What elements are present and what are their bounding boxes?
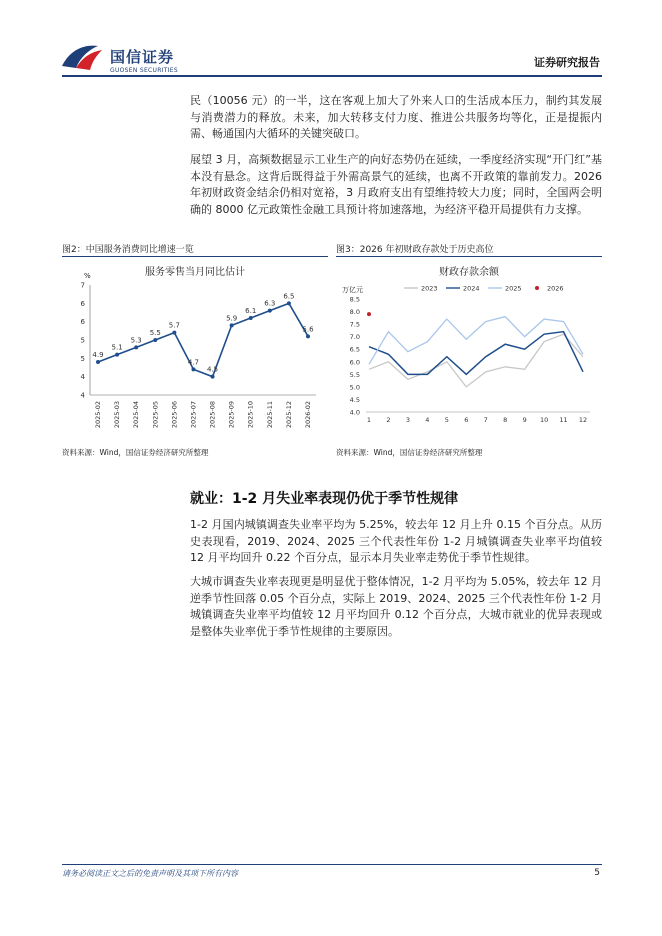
section-paragraph-2: 大城市调查失业率表现更是明显优于整体情况，1-2 月平均为 5.05%，较去年 12 月逆季节性回落 0.05 个百分点，实际上 2019、2024、2025 三个代表性年份 1-2 月城镇调查失业率平均值较 12 月平均回升 0.12 个百分点，大城市就业的优异表现或是整体失业率优于季节性规律的主要原因。 <box>190 575 602 638</box>
x-tick-label: 2025-11 <box>265 401 274 429</box>
data-point <box>211 375 215 379</box>
figure-2-source: 资料来源：Wind，国信证券经济研究所整理 <box>62 448 209 457</box>
data-point <box>287 301 291 305</box>
data-point <box>134 345 138 349</box>
section-paragraph-1: 1-2 月国内城镇调查失业率平均为 5.25%，较去年 12 月上升 0.15 个百分点。从历史表现看，2019、2024、2025 三个代表性年份 1-2 月城镇调查失业率平均值较 12 月平均回升 0.22 个百分点，显示本月失业率走势优于季节性规律。 <box>190 518 602 564</box>
legend-label: 2023 <box>421 284 438 293</box>
brand-name-en: GUOSEN SECURITIES <box>110 67 179 74</box>
x-tick-label: 2025-08 <box>208 401 217 429</box>
figure-3-source: 资料来源：Wind，国信证券经济研究所整理 <box>336 448 483 457</box>
x-tick-label: 12 <box>578 416 588 424</box>
legend-label: 2024 <box>463 284 480 293</box>
x-tick-label: 3 <box>405 416 410 424</box>
data-point <box>172 331 176 335</box>
y-tick-label: 8.5 <box>349 295 360 304</box>
x-tick-label: 2025-12 <box>284 401 293 429</box>
x-tick-label: 6 <box>464 416 469 424</box>
data-point <box>96 360 100 364</box>
data-label: 6.1 <box>245 307 257 315</box>
body-paragraph-1: 民（10056 元）的一半，这在客观上加大了外来人口的生活成本压力，制约其发展与消费潜力的释放。未来，加大转移支付力度、推进公共服务均等化，正是提振内需、畅通国内大循环的关键突破口。 <box>190 94 602 140</box>
data-point <box>230 323 234 327</box>
y-tick-label: 5 <box>80 336 85 345</box>
y-tick-label: 5 <box>80 354 85 363</box>
x-tick-label: 8 <box>503 416 508 424</box>
figure-3-caption: 图3：2026 年初财政存款处于历史高位 <box>336 245 494 255</box>
legend-label: 2025 <box>505 284 522 293</box>
data-label: 5.1 <box>111 343 123 352</box>
body-paragraph-2: 展望 3 月，高频数据显示工业生产的向好态势仍在延续，一季度经济实现“开门红”基本没有悬念。这背后既得益于外需高景气的延续，也离不开政策的靠前发力。2026 年初财政资金结余仍相对宽裕，3 月政府支出有望维持较大力度；同时，全国两会明确的 8000 亿元政策性金融工具预计将加速落地，为经济平稳开局提供有力支撑。 <box>190 153 602 216</box>
x-tick-label: 2025-02 <box>94 401 102 429</box>
data-point <box>249 316 253 320</box>
data-label: 4.5 <box>206 365 219 374</box>
x-tick-label: 2026-02 <box>304 401 312 429</box>
y-tick-label: 6 <box>80 299 85 308</box>
data-label: 5.6 <box>302 325 314 334</box>
x-tick-label: 2025-09 <box>227 401 236 429</box>
data-label: 5.7 <box>168 321 180 330</box>
logo-mark-icon <box>60 40 104 74</box>
data-point <box>115 353 119 357</box>
x-tick-label: 11 <box>559 416 568 424</box>
footer-disclaimer: 请务必阅读正文之后的免责声明及其项下所有内容 <box>62 869 238 878</box>
x-tick-label: 2025-04 <box>132 401 141 429</box>
x-tick-label: 2025-10 <box>246 401 255 429</box>
page-number: 5 <box>594 868 600 878</box>
legend-label: 2026 <box>547 284 564 293</box>
x-tick-label: 2025-05 <box>151 401 160 429</box>
y-axis-unit: % <box>84 272 91 280</box>
x-tick-label: 10 <box>539 416 549 424</box>
x-tick-label: 1 <box>366 416 372 424</box>
data-point <box>191 367 195 371</box>
y-tick-label: 4 <box>80 373 85 382</box>
series-line <box>98 303 308 376</box>
series-line-2024 <box>369 332 583 375</box>
company-logo <box>60 40 190 76</box>
data-point <box>153 338 157 342</box>
service-retail-chart <box>62 257 328 439</box>
x-tick-label: 2025-06 <box>170 401 179 429</box>
brand-name-cn: 国信证券 <box>110 48 175 66</box>
x-tick-label: 4 <box>425 416 430 424</box>
y-tick-label: 6.0 <box>349 358 360 367</box>
y-tick-label: 7.5 <box>349 320 360 329</box>
data-label: 6.5 <box>283 292 295 301</box>
series-line-2023 <box>369 334 583 387</box>
y-tick-label: 4.5 <box>349 395 360 404</box>
fiscal-deposit-chart <box>336 257 602 439</box>
data-label: 5.5 <box>149 329 161 337</box>
x-tick-label: 2 <box>386 416 391 424</box>
x-tick-label: 7 <box>483 416 488 424</box>
chart-title: 财政存款余额 <box>439 267 499 278</box>
y-tick-label: 5.0 <box>349 383 360 392</box>
y-tick-label: 8.0 <box>349 308 360 317</box>
x-tick-label: 2025-07 <box>189 401 198 429</box>
series-line-2025 <box>369 317 583 365</box>
data-label: 4.7 <box>187 358 200 367</box>
x-tick-label: 5 <box>444 416 449 424</box>
data-label: 5.9 <box>226 314 238 323</box>
data-label: 5.3 <box>130 336 142 345</box>
y-tick-label: 7 <box>80 281 85 290</box>
data-point-2026 <box>367 312 371 316</box>
y-tick-label: 6 <box>80 318 85 327</box>
x-tick-label: 9 <box>522 416 527 424</box>
header-divider <box>62 75 602 77</box>
y-tick-label: 4 <box>80 391 85 400</box>
figure-3-chart <box>336 256 602 439</box>
figure-2-caption: 图2：中国服务消费同比增速一览 <box>62 245 194 255</box>
y-tick-label: 5.5 <box>349 370 360 379</box>
footer-divider <box>62 864 602 865</box>
figure-2-chart <box>62 256 328 439</box>
data-point <box>268 309 272 313</box>
y-axis-unit: 万亿元 <box>342 286 363 294</box>
chart-title: 服务零售当月同比估计 <box>145 267 245 278</box>
data-label: 6.3 <box>264 299 276 308</box>
y-tick-label: 4.0 <box>349 408 360 417</box>
x-tick-label: 2025-03 <box>113 401 122 429</box>
report-type-label: 证券研究报告 <box>534 56 600 69</box>
data-label: 4.9 <box>92 351 104 359</box>
section-heading: 就业：1-2 月失业率表现仍优于季节性规律 <box>190 491 459 507</box>
data-point <box>306 334 310 338</box>
y-tick-label: 7.0 <box>349 333 360 342</box>
legend-swatch <box>535 286 539 290</box>
y-tick-label: 6.5 <box>349 345 360 354</box>
